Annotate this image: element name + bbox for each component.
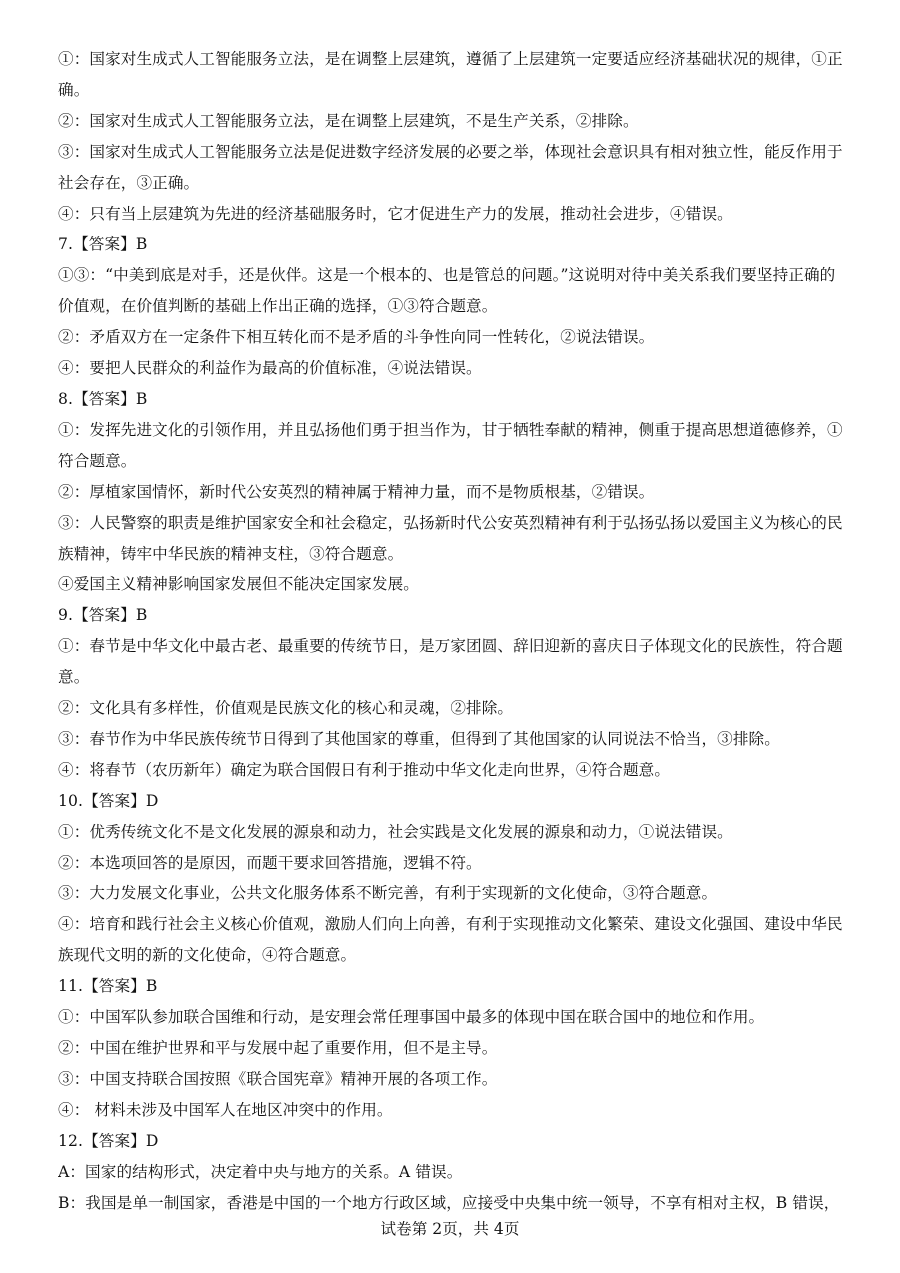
- text-line-13: ①：发挥先进文化的引领作用，并且弘扬他们勇于担当作为，甘于牺牲奉献的精神，侧重于提高思想道德修养，①: [58, 420, 843, 439]
- text-line-14: 符合题意。: [58, 451, 137, 470]
- text-line-32: ①：中国军队参加联合国维和行动，是安理会常任理事国中最多的体现中国在联合国中的地位和作用。: [58, 1008, 765, 1027]
- text-line-23: ③：春节作为中华民族传统节日得到了其他国家的尊重，但得到了其他国家的认同说法不恰当，③排除。: [58, 729, 780, 748]
- answer-heading-10: 10.【答案】D: [58, 791, 159, 810]
- text-line-5: 社会存在，③正确。: [58, 173, 200, 192]
- text-line-4: ③：国家对生成式人工智能服务立法是促进数字经济发展的必要之举，体现社会意识具有相对独立性，能反作用于: [58, 142, 843, 161]
- answer-heading-9: 9.【答案】B: [58, 606, 148, 625]
- text-line-15: ②：厚植家国情怀，新时代公安英烈的精神属于精神力量，而不是物质根基，②错误。: [58, 482, 655, 501]
- text-line-27: ②：本选项回答的是原因，而题干要求回答措施，逻辑不符。: [58, 853, 482, 872]
- text-line-3: ②：国家对生成式人工智能服务立法，是在调整上层建筑，不是生产关系，②排除。: [58, 111, 639, 130]
- text-line-6: ④：只有当上层建筑为先进的经济基础服务时，它才促进生产力的发展，推动社会进步，④错误。: [58, 204, 733, 223]
- text-line-1: ①：国家对生成式人工智能服务立法，是在调整上层建筑，遵循了上层建筑一定要适应经济基础状况的规律，①正: [58, 50, 843, 68]
- text-line-37: A：国家的结构形式，决定着中央与地方的关系。A 错误。: [58, 1162, 463, 1181]
- text-line-17: 族精神，铸牢中华民族的精神支柱，③符合题意。: [58, 544, 404, 563]
- answer-heading-8: 8.【答案】B: [58, 389, 148, 408]
- answer-heading-12: 12.【答案】D: [58, 1131, 159, 1150]
- text-line-30: 族现代文明的新的文化使命，④符合题意。: [58, 946, 357, 965]
- answer-heading-7: 7.【答案】B: [58, 235, 148, 254]
- text-line-29: ④：培育和践行社会主义核心价值观，激励人们向上向善，有利于实现推动文化繁荣、建设文化强国、建设中华民: [58, 915, 843, 934]
- text-line-18: ④爱国主义精神影响国家发展但不能决定国家发展。: [58, 575, 419, 594]
- text-line-35: ④： 材料未涉及中国军人在地区冲突中的作用。: [58, 1100, 393, 1119]
- text-line-10: ②：矛盾双方在一定条件下相互转化而不是矛盾的斗争性向同一性转化，②说法错误。: [58, 328, 655, 347]
- page-footer: 试卷第 2页，共 4页: [380, 1220, 520, 1238]
- text-line-24: ④：将春节（农历新年）确定为联合国假日有利于推动中华文化走向世界，④符合题意。: [58, 760, 671, 779]
- text-line-33: ②：中国在维护世界和平与发展中起了重要作用，但不是主导。: [58, 1039, 498, 1057]
- text-line-11: ④：要把人民群众的利益作为最高的价值标准，④说法错误。: [58, 359, 482, 378]
- answer-heading-11: 11.【答案】B: [58, 977, 158, 996]
- text-line-8: ①③：“中美到底是对手，还是伙伴。这是一个根本的、也是管总的问题。”这说明对待中美关系我们要坚持正确的: [58, 266, 836, 285]
- text-line-20: ①：春节是中华文化中最古老、最重要的传统节日，是万家团圆、辞旧迎新的喜庆日子体现文化的民族性，符合题: [58, 637, 843, 656]
- text-line-16: ③：人民警察的职责是维护国家安全和社会稳定，弘扬新时代公安英烈精神有利于弘扬弘扬以爱国主义为核心的民: [58, 513, 843, 532]
- text-line-2: 确。: [58, 80, 90, 99]
- document-body: [58, 44, 850, 1218]
- text-line-21: 意。: [58, 668, 90, 687]
- text-line-26: ①：优秀传统文化不是文化发展的源泉和动力，社会实践是文化发展的源泉和动力，①说法错误。: [58, 822, 733, 841]
- text-line-34: ③：中国支持联合国按照《联合国宪章》精神开展的各项工作。: [58, 1069, 498, 1088]
- text-line-38: B：我国是单一制国家，香港是中国的一个地方行政区域，应接受中央集中统一领导，不享有相对主权，B 错误，: [58, 1193, 840, 1212]
- text-line-22: ②：文化具有多样性，价值观是民族文化的核心和灵魂，②排除。: [58, 699, 514, 718]
- text-line-9: 价值观，在价值判断的基础上作出正确的选择，①③符合题意。: [58, 297, 498, 316]
- text-line-28: ③：大力发展文化事业，公共文化服务体系不断完善，有利于实现新的文化使命，③符合题意。: [58, 884, 718, 903]
